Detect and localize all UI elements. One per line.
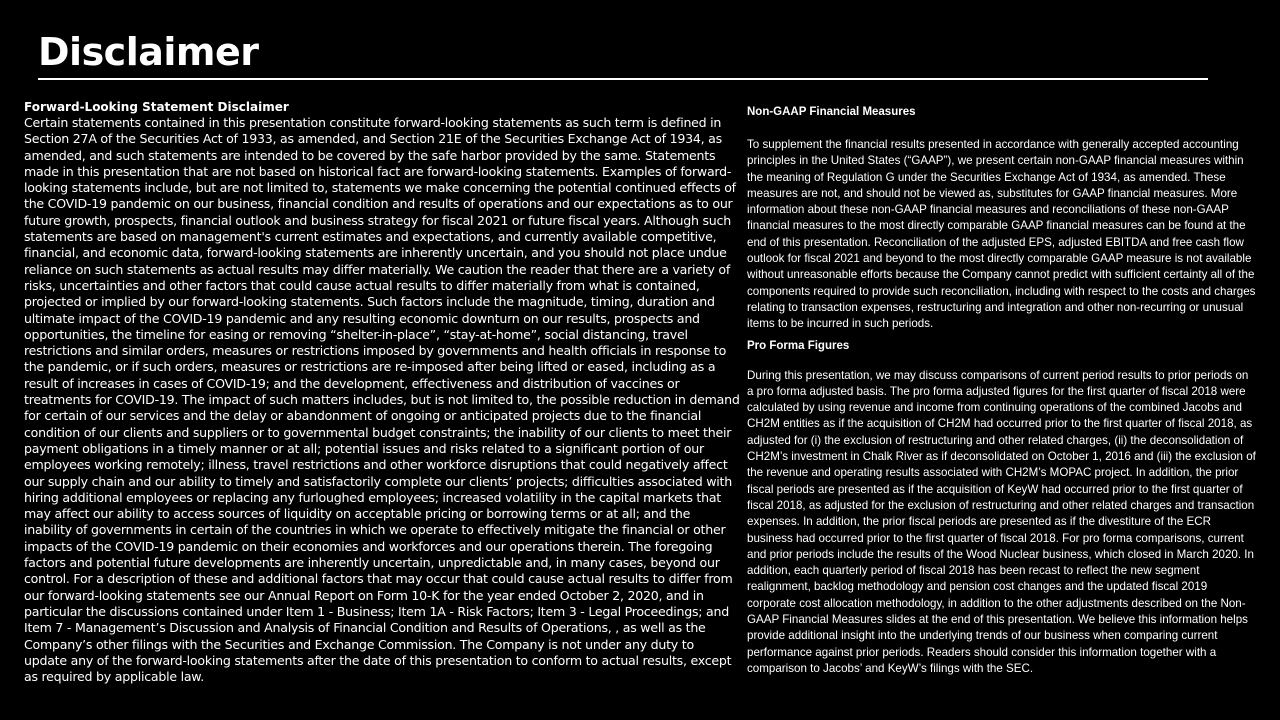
non-gaap-body: To supplement the financial results presented in accordance with generally accepted accounting principles in the United States (“GAAP”), we present certain non-GAAP financial measures within the meaning of Regulation G under the Securities Exchange Act of 1934, as amended. These measures are not, and should not be viewed as, substitutes for GAAP financial measures. More information about these non-GAAP financial measures and reconciliations of these non-GAAP financial measures to the most directly comparable GAAP financial measures can be found at the end of this presentation. Reconciliation of the adjusted EPS, adjusted EBITDA and free cash flow outlook for fiscal 2021 and beyond to the most directly comparable GAAP measure is not available without unreasonable efforts because the Company cannot predict with sufficient certainty all of the components required to provide such reconciliation, including with respect to the costs and charges relating to transaction expenses, restructuring and integration and other non-recurring or unusual items to be incurred in such periods. — [747, 138, 1256, 331]
title-divider — [38, 78, 1208, 80]
right-column — [747, 104, 1257, 677]
non-gaap-section — [747, 104, 1257, 333]
non-gaap-heading: Non-GAAP Financial Measures — [747, 106, 916, 118]
forward-looking-heading: Forward-Looking Statement Disclaimer — [24, 100, 289, 114]
pro-forma-heading: Pro Forma Figures — [747, 339, 850, 352]
forward-looking-section — [24, 100, 740, 685]
pro-forma-body: During this presentation, we may discuss comparisons of current period results to prior periods on a pro forma adjusted basis. The pro forma adjusted figures for the first quarter of fiscal 2018 were calculated by using revenue and income from continuing operations of the combined Jacobs and CH2M entities as if the acquisition of CH2M had occurred prior to the first quarter of fiscal 2018, as adjusted for (i) the exclusion of restructuring and other related charges, (ii) the deconsolidation of CH2M’s investment in Chalk River as if deconsolidated on October 1, 2016 and (iii) the exclusion of the revenue and operating results associated with CH2M’s MOPAC project. In addition, the prior fiscal periods are presented as if the acquisition of KeyW had occurred prior to the first quarter of fiscal 2018, as adjusted for the exclusion of restructuring and other related charges and transaction expenses. In addition, the prior fiscal periods are presented as if the divestiture of the ECR business had occurred prior to the first quarter of fiscal 2018. For pro forma comparisons, current and prior periods include the results of the Wood Nuclear business, which closed in March 2020. In addition, each quarterly period of fiscal 2018 has been recast to reflect the new segment realignment, backlog methodology and pension cost changes and the updated fiscal 2019 corporate cost allocation methodology, in addition to the other adjustments described on the Non-GAAP Financial Measures slides at the end of this presentation. We believe this information helps provide additional insight into the underlying trends of our business when comparing current performance against prior periods. Readers should consider this information together with a comparison to Jacobs’ and KeyW’s filings with the SEC. — [747, 368, 1256, 675]
page-title: Disclaimer — [38, 30, 259, 74]
forward-looking-body: Certain statements contained in this presentation constitute forward-looking statements as such term is defined in Section 27A of the Securities Act of 1933, as amended, and Section 21E of the Securities Exchange Act of 1934, as amended, and such statements are intended to be covered by the safe harbor provided by the same. Statements made in this presentation that are not based on historical fact are forward-looking statements. Examples of forward-looking statements include, but are not limited to, statements we make concerning the potential continued effects of the COVID-19 pandemic on our business, financial condition and results of operations and our expectations as to our future growth, prospects, financial outlook and business strategy for fiscal 2021 or future fiscal years. Although such statements are based on management's current estimates and expectations, and currently available competitive, financial, and economic data, forward-looking statements are inherently uncertain, and you should not place undue reliance on such statements as actual results may differ materially. We caution the reader that there are a variety of risks, uncertainties and other factors that could cause actual results to differ materially from what is contained, projected or implied by our forward-looking statements. Such factors include the magnitude, timing, duration and ultimate impact of the COVID-19 pandemic and any resulting economic downturn on our results, prospects and opportunities, the timeline for easing or removing “shelter-in-place”, “stay-at-home”, social distancing, travel restrictions and similar orders, measures or restrictions imposed by governments and health officials in response to the pandemic, or if such orders, measures or restrictions are re-imposed after being lifted or eased, including as a result of increases in cases of COVID-19; and the development, effectiveness and distribution of vaccines or treatments for COVID-19. The impact of such matters includes, but is not limited to, the possible reduction in demand for certain of our services and the delay or abandonment of ongoing or anticipated projects due to the financial condition of our clients and suppliers or to governmental budget constraints; the inability of our clients to meet their payment obligations in a timely manner or at all; potential issues and risks related to a significant portion of our employees working remotely; illness, travel restrictions and other workforce disruptions that could negatively affect our supply chain and our ability to timely and satisfactorily complete our clients’ projects; difficulties associated with hiring additional employees or replacing any furloughed employees; increased volatility in the capital markets that may affect our ability to access sources of liquidity on acceptable pricing or borrowing terms or at all; and the inability of governments in certain of the countries in which we operate to effectively mitigate the financial or other impacts of the COVID-19 pandemic on their economies and workforces and our operations therein. The foregoing factors and potential future developments are inherently uncertain, unpredictable and, in many cases, beyond our control. For a description of these and additional factors that may occur that could cause actual results to differ from our forward-looking statements see our Annual Report on Form 10-K for the year ended October 2, 2020, and in particular the discussions contained under Item 1 - Business; Item 1A - Risk Factors; Item 3 - Legal Proceedings; and Item 7 - Management’s Discussion and Analysis of Financial Condition and Results of Operations, , as well as the Company’s other filings with the Securities and Exchange Commission. The Company is not under any duty to update any of the forward-looking statements after the date of this presentation to conform to actual results, except as required by applicable law. — [24, 115, 740, 685]
pro-forma-section — [747, 338, 1257, 678]
